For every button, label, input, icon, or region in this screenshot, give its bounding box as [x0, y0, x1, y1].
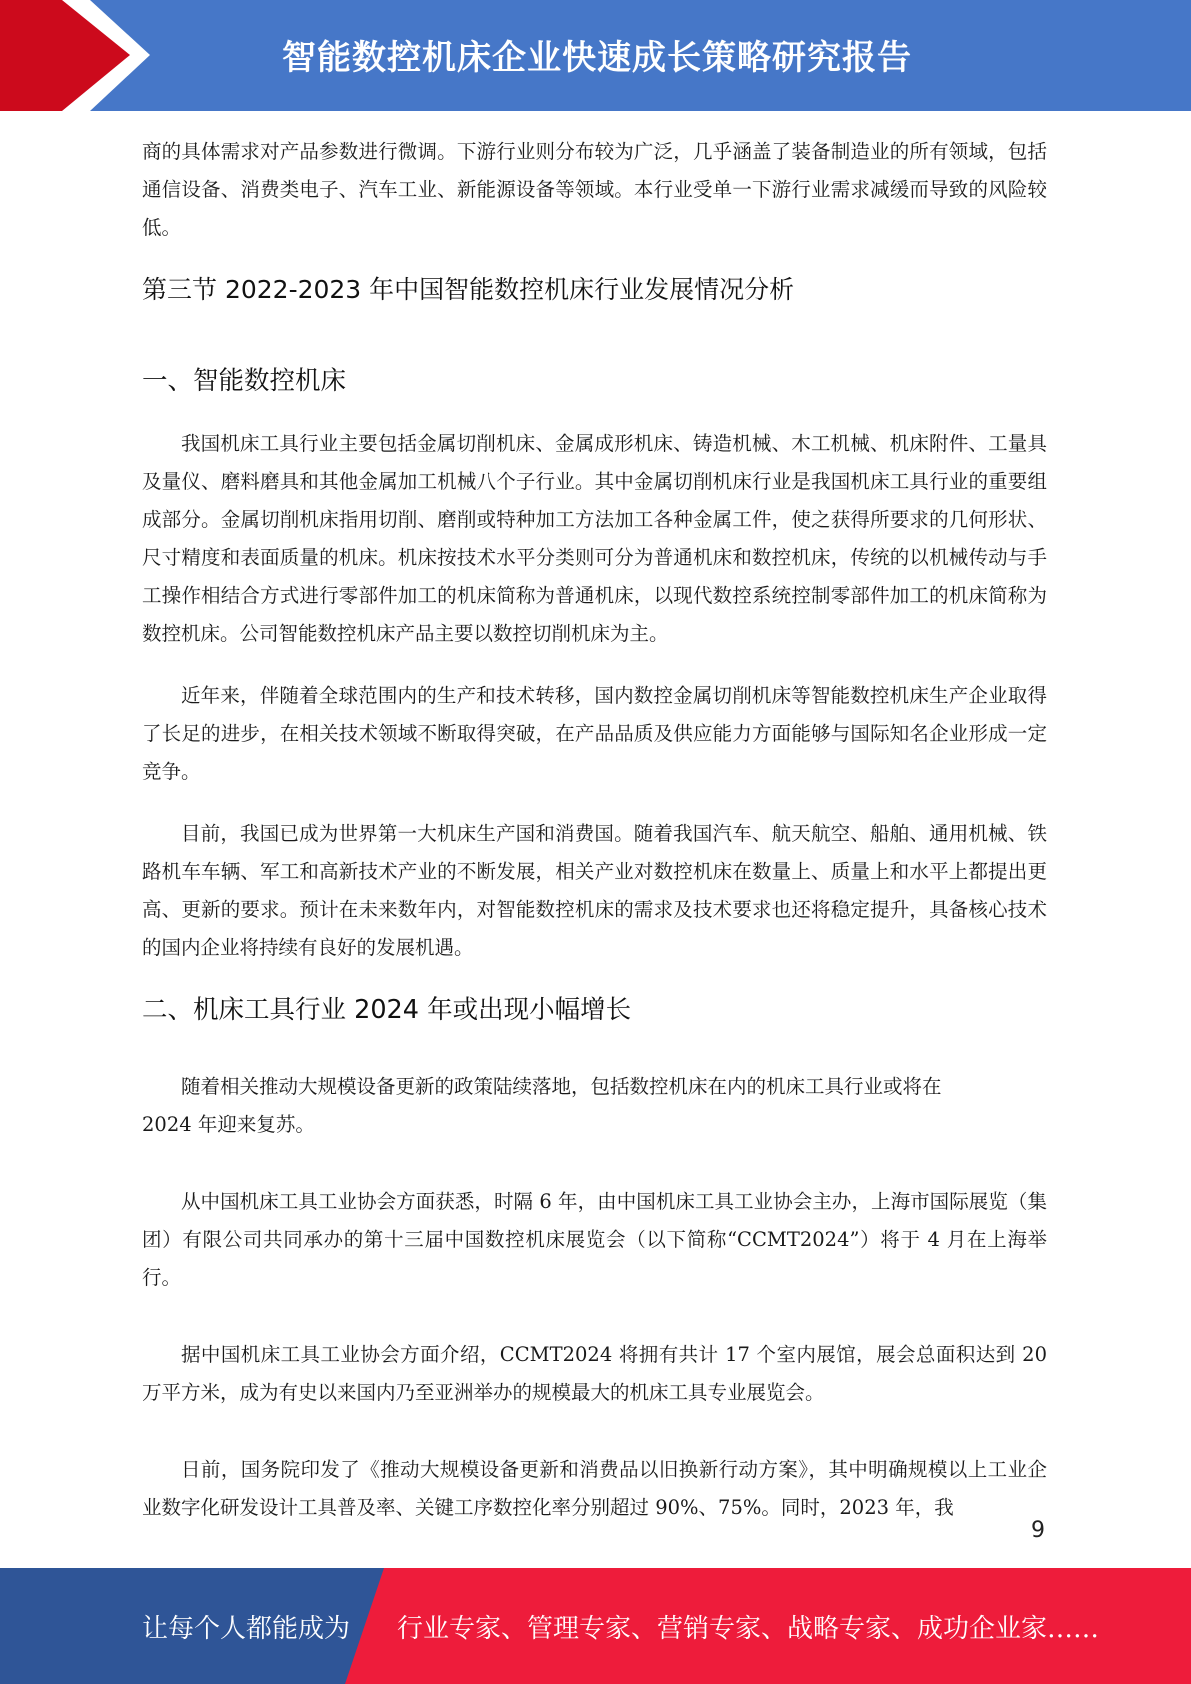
page-number: 9: [1031, 1518, 1045, 1543]
subsection-heading-2: 二、机床工具行业 2024 年或出现小幅增长: [142, 995, 632, 1025]
footer-slogan-left: 让每个人都能成为: [142, 1614, 351, 1644]
page-header: [0, 0, 1191, 111]
footer-slogan-right: 行业专家、管理专家、营销专家、战略专家、成功企业家……: [397, 1614, 1100, 1644]
paragraph-state-council-plan: 日前，国务院印发了《推动大规模设备更新和消费品以旧换新行动方案》，其中明确规模以上工业企业数字化研发设计工具普及率、关键工序数控化率分别超过 90%、75%。同时，2023 年，我: [142, 1458, 1047, 1519]
paragraph-machine-tool-industry: 我国机床工具行业主要包括金属切削机床、金属成形机床、铸造机械、木工机械、机床附件、工量具及量仪、磨料磨具和其他金属加工机械八个子行业。其中金属切削机床行业是我国机床工具行业的重要组成部分。金属切削机床指用切削、磨削或特种加工方法加工各种金属工件，使之获得所要求的几何形状、尺寸精度和表面质量的机床。机床按技术水平分类则可分为普通机床和数控机床，传统的以机械传动与手工操作相结合方式进行零部件加工的机床简称为普通机床，以现代数控系统控制零部件加工的机床简称为数控机床。公司智能数控机床产品主要以数控切削机床为主。: [142, 432, 1047, 645]
paragraph-policy-line2: 2024 年迎来复苏。: [142, 1113, 315, 1136]
paragraph-ccmt-exhibition: 从中国机床工具工业协会方面获悉，时隔 6 年，由中国机床工具工业协会主办，上海市国际展览（集团）有限公司共同承办的第十三届中国数控机床展览会（以下简称“CCMT2024”）将于 4 月在上海举行。: [142, 1190, 1047, 1289]
paragraph-policy-line1: 随着相关推动大规模设备更新的政策陆续落地，包括数控机床在内的机床工具行业或将在: [181, 1075, 942, 1098]
page-footer: [0, 1568, 1191, 1684]
paragraph-ccmt-scale: 据中国机床工具工业协会方面介绍，CCMT2024 将拥有共计 17 个室内展馆，展会总面积达到 20 万平方米，成为有史以来国内乃至亚洲举办的规模最大的机床工具专业展览会。: [142, 1343, 1047, 1404]
subsection-heading-1: 一、智能数控机床: [142, 366, 347, 396]
section-heading: 第三节 2022-2023 年中国智能数控机床行业发展情况分析: [142, 275, 795, 304]
intro-paragraph: 商的具体需求对产品参数进行微调。下游行业则分布较为广泛，几乎涵盖了装备制造业的所有领域，包括通信设备、消费类电子、汽车工业、新能源设备等领域。本行业受单一下游行业需求减缓而导致的风险较低。: [142, 140, 1047, 239]
report-title: 智能数控机床企业快速成长策略研究报告: [282, 38, 912, 78]
paragraph-current-status: 目前，我国已成为世界第一大机床生产国和消费国。随着我国汽车、航天航空、船舶、通用机械、铁路机车车辆、军工和高新技术产业的不断发展，相关产业对数控机床在数量上、质量上和水平上都提出更高、更新的要求。预计在未来数年内，对智能数控机床的需求及技术要求也还将稳定提升，具备核心技术的国内企业将持续有良好的发展机遇。: [142, 822, 1047, 959]
paragraph-recent-progress: 近年来，伴随着全球范围内的生产和技术转移，国内数控金属切削机床等智能数控机床生产企业取得了长足的进步，在相关技术领域不断取得突破，在产品品质及供应能力方面能够与国际知名企业形成一定竞争。: [142, 684, 1047, 783]
